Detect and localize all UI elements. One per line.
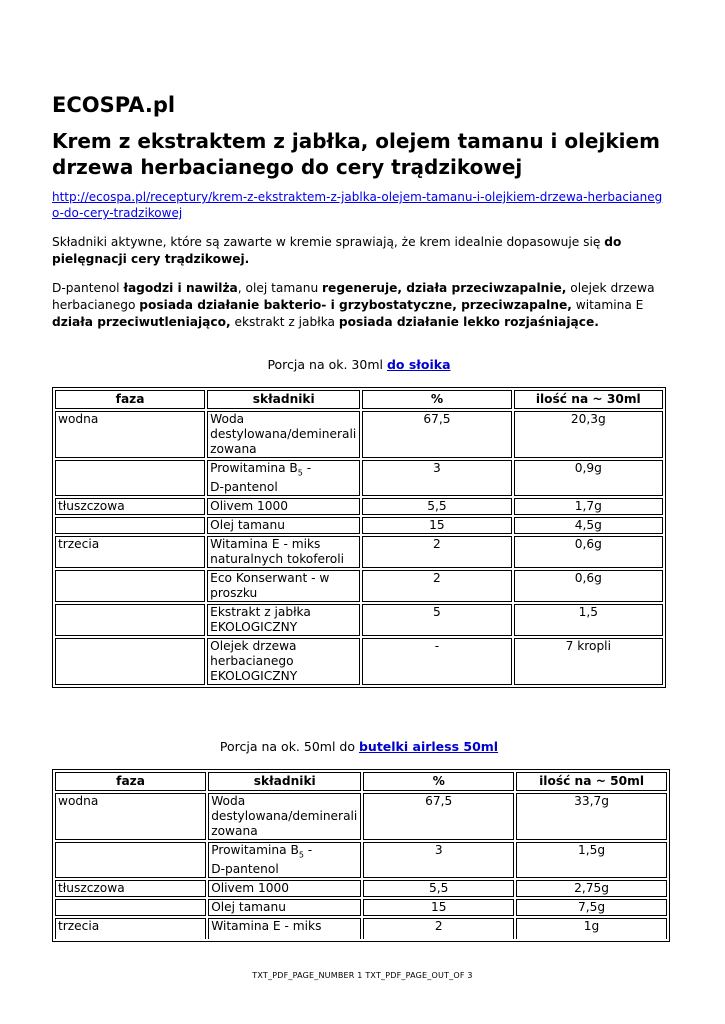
cell-faza: wodna xyxy=(55,793,206,840)
cell-skladnik: Olivem 1000 xyxy=(207,498,360,515)
cell-quantity: 1,5 xyxy=(514,604,663,636)
cell-percent: 2 xyxy=(362,570,511,602)
actions-bold-2: regeneruje, działa przeciwzapalnie, xyxy=(322,281,567,295)
table-row xyxy=(55,899,667,916)
article-title: Krem z ekstraktem z jabłka, olejem tamanu i olejkiem drzewa herbacianego do cery trądzikowej xyxy=(52,129,660,179)
portion-50ml-caption xyxy=(52,738,666,756)
cell-skladnik: Witamina E - miks xyxy=(208,918,361,939)
cell-faza: trzecia xyxy=(55,918,206,939)
cell-percent: 5,5 xyxy=(362,498,511,515)
cell-quantity: 7,5g xyxy=(516,899,667,916)
table-header-row xyxy=(55,772,667,791)
cell-skladnik: Witamina E - miks naturalnych tokoferoli xyxy=(207,536,360,568)
prowitamina-subscript: 5 xyxy=(297,468,303,478)
table-row xyxy=(55,793,667,840)
actions-bold-5: posiada działanie lekko rozjaśniające. xyxy=(338,315,599,329)
table-row xyxy=(55,411,663,458)
cell-quantity: 1g xyxy=(516,918,667,939)
prowitamina-text: Prowitamina B xyxy=(211,843,299,857)
cell-faza xyxy=(55,638,205,685)
table-row xyxy=(55,536,663,568)
cell-quantity: 1,5g xyxy=(516,842,667,878)
actions-bold-1: łagodzi i nawilża xyxy=(123,281,238,295)
airless-bottle-link[interactable]: butelki airless 50ml xyxy=(358,739,499,754)
recipe-table-30ml xyxy=(52,387,666,688)
cell-faza xyxy=(55,517,205,534)
cell-quantity: 20,3g xyxy=(514,411,663,458)
page-footer: TXT_PDF_PAGE_NUMBER 1 TXT_PDF_PAGE_OUT_OF 3 xyxy=(252,971,473,980)
article-url-link[interactable]: http://ecospa.pl/receptury/krem-z-ekstraktem-z-jablka-olejem-tamanu-i-olejkiem-drzewa-herbacianego-do-cery-tradzikowej xyxy=(52,190,663,220)
cell-skladnik: Olejek drzewa herbacianego EKOLOGICZNY xyxy=(207,638,360,685)
cell-skladnik: Olej tamanu xyxy=(208,899,361,916)
table-row xyxy=(55,517,663,534)
cell-quantity: 4,5g xyxy=(514,517,663,534)
cell-skladnik: Olej tamanu xyxy=(207,517,360,534)
cell-percent: 5 xyxy=(362,604,511,636)
cell-skladnik: Woda destylowana/deminerali zowana xyxy=(208,793,361,840)
site-title: ECOSPA.pl xyxy=(52,93,176,117)
prowitamina-text: Prowitamina B xyxy=(210,461,298,475)
table-row xyxy=(55,842,667,878)
cell-skladnik: Prowitamina $B_5$ - D-pantenol xyxy=(207,460,360,496)
header-faza: faza xyxy=(55,772,206,791)
table-row xyxy=(55,570,663,602)
actions-bold-4: działa przeciwutleniająco, xyxy=(52,315,231,329)
portion-30ml-text: Porcja na ok. 30ml xyxy=(267,357,387,372)
cell-quantity: 7 kropli xyxy=(514,638,663,685)
header-faza: faza xyxy=(55,390,205,409)
actions-bold-3: posiada działanie bakterio- i grzybostatyczne, przeciwzapalne, xyxy=(139,298,572,312)
cell-faza xyxy=(55,460,205,496)
recipe-table-50ml xyxy=(52,769,670,942)
cell-percent: 3 xyxy=(363,842,514,878)
cell-quantity: 0,6g xyxy=(514,570,663,602)
cell-percent: 2 xyxy=(363,918,514,939)
table-row xyxy=(55,638,663,685)
cell-percent: 2 xyxy=(362,536,511,568)
actions-text-4: witamina E xyxy=(571,298,644,312)
table-row xyxy=(55,918,667,939)
intro-text: Składniki aktywne, które są zawarte w kremie sprawiają, że krem idealnie dopasowuje się xyxy=(52,235,605,249)
table-row xyxy=(55,498,663,515)
portion-50ml-text: Porcja na ok. 50ml do xyxy=(219,739,359,754)
cell-percent: 67,5 xyxy=(363,793,514,840)
cell-percent: 15 xyxy=(363,899,514,916)
header-percent: % xyxy=(363,772,514,791)
table-row xyxy=(55,880,667,897)
cell-skladnik: Eco Konserwant - w proszku xyxy=(207,570,360,602)
cell-percent: - xyxy=(362,638,511,685)
cell-faza: tłuszczowa xyxy=(55,498,205,515)
cell-percent: 15 xyxy=(362,517,511,534)
jar-link[interactable]: do słoika xyxy=(386,357,451,372)
actions-text-1: D-pantenol xyxy=(52,281,124,295)
cell-quantity: 2,75g xyxy=(516,880,667,897)
header-quantity: ilość na ~ 50ml xyxy=(516,772,667,791)
cell-percent: 67,5 xyxy=(362,411,511,458)
cell-skladnik: Woda destylowana/deminerali zowana xyxy=(207,411,360,458)
cell-faza xyxy=(55,842,206,878)
header-skladniki: składniki xyxy=(207,390,360,409)
cell-quantity: 0,6g xyxy=(514,536,663,568)
cell-percent: 3 xyxy=(362,460,511,496)
table-header-row xyxy=(55,390,663,409)
cell-quantity: 33,7g xyxy=(516,793,667,840)
header-percent: % xyxy=(362,390,511,409)
table-row xyxy=(55,460,663,496)
cell-skladnik: Olivem 1000 xyxy=(208,880,361,897)
header-quantity: ilość na ~ 30ml xyxy=(514,390,663,409)
actions-text-3: olejek drzewa herbacianego xyxy=(52,281,655,312)
cell-faza: trzecia xyxy=(55,536,205,568)
intro-bold: do pielęgnacji cery trądzikowej. xyxy=(52,235,622,266)
portion-30ml-caption xyxy=(52,356,666,374)
actions-text-2: , olej tamanu xyxy=(237,281,323,295)
actions-text-5: ekstrakt z jabłka xyxy=(230,315,339,329)
prowitamina-subscript: 5 xyxy=(298,850,304,860)
cell-faza xyxy=(55,899,206,916)
cell-skladnik: Prowitamina $B_5$ - D-pantenol xyxy=(208,842,361,878)
cell-faza: tłuszczowa xyxy=(55,880,206,897)
actions-paragraph xyxy=(52,280,666,331)
cell-quantity: 1,7g xyxy=(514,498,663,515)
intro-paragraph xyxy=(52,234,666,268)
table-row xyxy=(55,604,663,636)
cell-faza: wodna xyxy=(55,411,205,458)
cell-skladnik: Ekstrakt z jabłka EKOLOGICZNY xyxy=(207,604,360,636)
cell-quantity: 0,9g xyxy=(514,460,663,496)
cell-percent: 5,5 xyxy=(363,880,514,897)
header-skladniki: składniki xyxy=(208,772,361,791)
cell-faza xyxy=(55,604,205,636)
cell-faza xyxy=(55,570,205,602)
